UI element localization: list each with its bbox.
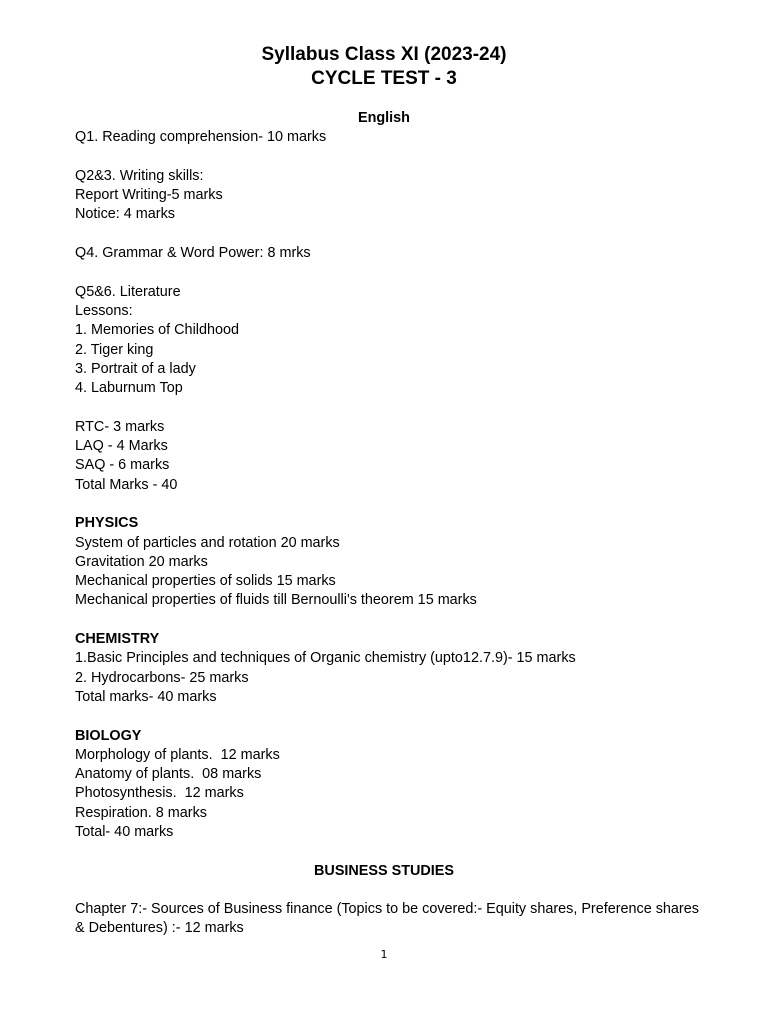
biology-line: Photosynthesis. 12 marks xyxy=(75,785,244,802)
biology-heading: BIOLOGY xyxy=(75,727,142,744)
english-line: 2. Tiger king xyxy=(75,341,154,358)
english-line: Q2&3. Writing skills: xyxy=(75,167,204,184)
physics-heading: PHYSICS xyxy=(75,515,139,532)
english-line: LAQ - 4 Marks xyxy=(75,438,168,455)
blank-line xyxy=(75,611,705,630)
document-subtitle: CYCLE TEST - 3 xyxy=(311,68,457,89)
blank-line xyxy=(75,225,705,244)
business-studies-line: Chapter 7:- Sources of Business finance (Topics to be covered:- Equity shares, Preference shares & Debentures) :- 12 marks xyxy=(75,901,699,937)
english-line: Total Marks - 40 xyxy=(75,476,178,493)
english-line: Report Writing-5 marks xyxy=(75,187,223,204)
english-line: 4. Laburnum Top xyxy=(75,380,183,397)
english-line: 3. Portrait of a lady xyxy=(75,360,196,377)
chemistry-line: 1.Basic Principles and techniques of Organic chemistry (upto12.7.9)- 15 marks xyxy=(75,650,576,667)
chemistry-heading: CHEMISTRY xyxy=(75,631,160,648)
english-line: Q1. Reading comprehension- 10 marks xyxy=(75,129,327,146)
syllabus-content xyxy=(75,109,705,939)
blank-line xyxy=(75,881,705,900)
english-line: Q4. Grammar & Word Power: 8 mrks xyxy=(75,245,311,262)
english-line: RTC- 3 marks xyxy=(75,418,165,435)
blank-line xyxy=(75,707,705,726)
chemistry-line: Total marks- 40 marks xyxy=(75,688,217,705)
english-heading: English xyxy=(358,110,410,126)
biology-line: Morphology of plants. 12 marks xyxy=(75,746,280,763)
blank-line xyxy=(75,495,705,514)
english-line: Notice: 4 marks xyxy=(75,206,175,223)
physics-line: Gravitation 20 marks xyxy=(75,553,208,570)
business-studies-heading: BUSINESS STUDIES xyxy=(314,862,454,879)
blank-line xyxy=(75,148,705,167)
blank-line xyxy=(75,842,705,861)
english-line: Q5&6. Literature xyxy=(75,283,181,300)
document-title: Syllabus Class XI (2023-24) xyxy=(261,44,507,65)
biology-line: Total- 40 marks xyxy=(75,823,174,840)
chemistry-line: 2. Hydrocarbons- 25 marks xyxy=(75,669,249,686)
biology-line: Anatomy of plants. 08 marks xyxy=(75,766,262,783)
english-line: SAQ - 6 marks xyxy=(75,457,170,474)
english-line: 1. Memories of Childhood xyxy=(75,322,239,339)
blank-line xyxy=(75,398,705,417)
physics-line: Mechanical properties of fluids till Bernoulli's theorem 15 marks xyxy=(75,592,477,609)
biology-line: Respiration. 8 marks xyxy=(75,804,207,821)
english-line: Lessons: xyxy=(75,302,133,319)
page-number: 1 xyxy=(380,948,388,961)
physics-line: System of particles and rotation 20 marks xyxy=(75,534,340,551)
physics-line: Mechanical properties of solids 15 marks xyxy=(75,573,336,590)
blank-line xyxy=(75,263,705,282)
